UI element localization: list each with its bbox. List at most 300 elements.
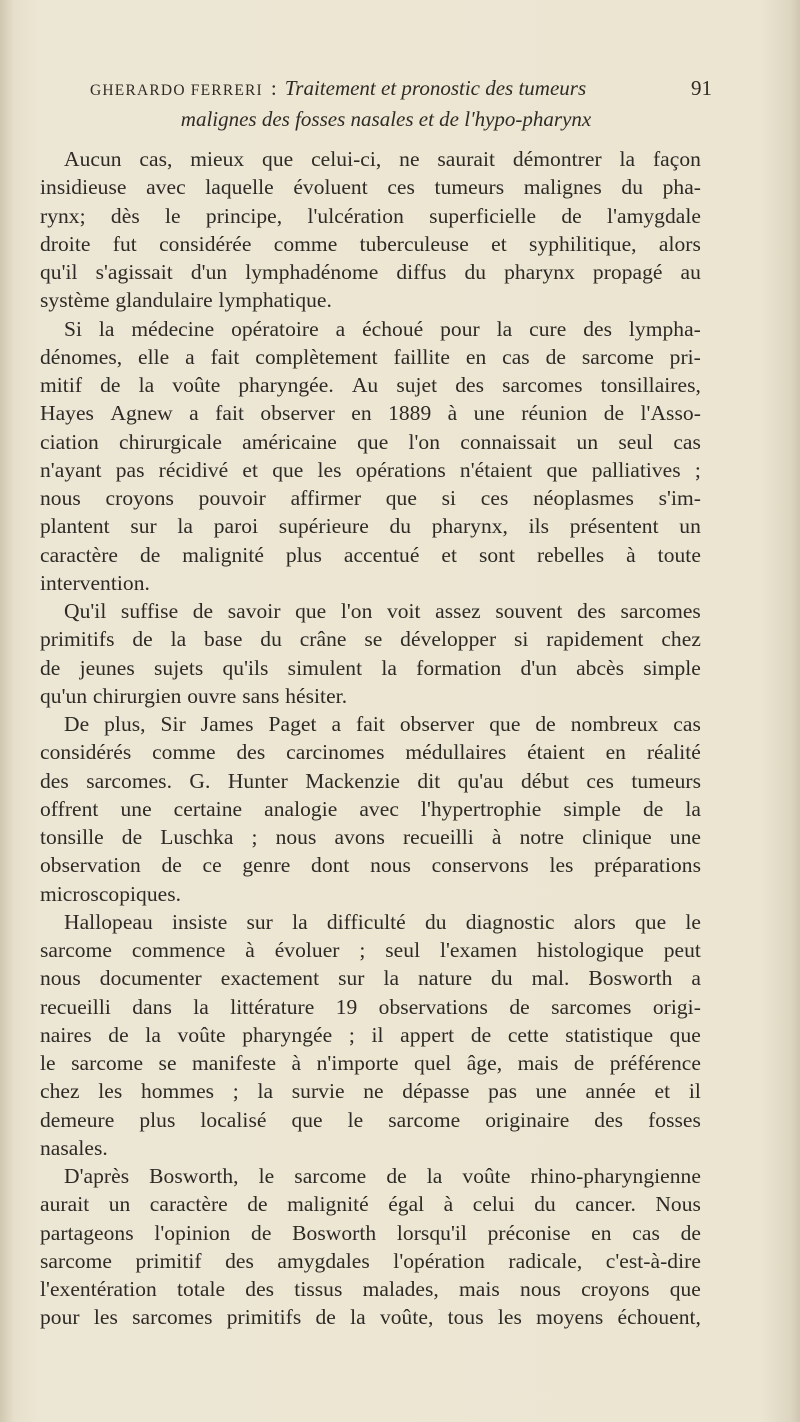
- word: qu'un: [40, 683, 88, 708]
- text-line: [40, 738, 701, 766]
- word: a: [189, 401, 199, 426]
- text-line: [40, 173, 701, 201]
- word: nature: [418, 966, 473, 991]
- word: a: [331, 712, 342, 736]
- word: dont: [311, 853, 350, 878]
- word: cancer.: [575, 1192, 636, 1217]
- word: préconise: [487, 1220, 571, 1245]
- word: nous: [370, 853, 411, 878]
- word: à: [491, 825, 502, 849]
- word: des: [40, 768, 69, 793]
- word: que: [669, 1022, 701, 1047]
- word: Hallopeau: [64, 909, 153, 934]
- word: ces: [387, 175, 415, 200]
- word: de: [161, 853, 182, 878]
- word: chez: [661, 627, 701, 652]
- word: que: [635, 909, 667, 934]
- word: De: [64, 712, 90, 736]
- word: tonsillaires,: [600, 373, 701, 397]
- word: lymphadénome: [245, 260, 379, 284]
- word: voit: [386, 599, 421, 623]
- word: préférence: [609, 1051, 701, 1075]
- word: plus: [285, 542, 322, 567]
- word: pri-: [669, 344, 701, 369]
- word: Hayes: [40, 401, 94, 426]
- word: tumeurs: [631, 768, 701, 793]
- word: sujets: [154, 655, 204, 680]
- word: l'on: [340, 599, 373, 623]
- word: sarcome: [294, 1164, 367, 1188]
- word: début: [520, 768, 569, 793]
- word: dans: [132, 994, 172, 1019]
- word: pharyngée: [242, 1022, 333, 1047]
- word: à: [245, 938, 255, 962]
- word: de: [251, 1220, 272, 1245]
- word: la: [381, 655, 397, 680]
- word: ne: [399, 147, 420, 171]
- word: souvent: [495, 599, 563, 623]
- word: préparations: [594, 853, 701, 878]
- word: cas: [673, 429, 701, 454]
- word: clinique: [582, 825, 652, 849]
- word: voûte,: [379, 1305, 434, 1330]
- word: des: [455, 373, 485, 397]
- word: pour: [440, 316, 480, 341]
- word: médullaires: [405, 740, 507, 765]
- word: que: [357, 429, 389, 454]
- word: de: [573, 1051, 595, 1075]
- word: voûte: [172, 373, 221, 397]
- word: certaine: [173, 796, 243, 821]
- word: lymphatique.: [218, 288, 332, 313]
- word: qu'il: [40, 260, 78, 284]
- title-part-1: Traitement et pronostic des tumeurs: [284, 76, 587, 100]
- word: à: [291, 1051, 302, 1075]
- word: tuberculeuse: [359, 231, 469, 256]
- text-line: [40, 1219, 701, 1247]
- word: savoir: [227, 599, 281, 623]
- word: saurait: [437, 147, 496, 171]
- header-line-1: [90, 74, 712, 105]
- word: statistique: [565, 1022, 654, 1047]
- word: hommes: [140, 1079, 215, 1104]
- word: le: [258, 1164, 275, 1188]
- word: cure: [529, 316, 567, 341]
- word: fait: [215, 401, 245, 426]
- text-line: [40, 625, 701, 653]
- text-line: [40, 343, 701, 371]
- running-header: [90, 74, 712, 133]
- word: voûte: [177, 1022, 226, 1047]
- word: formation: [416, 655, 502, 680]
- word: en: [465, 344, 487, 369]
- word: de: [192, 599, 214, 623]
- word: radicale,: [508, 1248, 583, 1273]
- word: sarcomes: [620, 599, 701, 623]
- word: en: [605, 740, 626, 765]
- word: D'après: [64, 1164, 130, 1188]
- word: observation: [40, 853, 141, 878]
- word: intervention.: [40, 570, 150, 595]
- word: l'ulcération: [307, 203, 404, 228]
- word: d'un: [520, 655, 557, 680]
- word: développer: [400, 627, 497, 652]
- word: de: [545, 344, 566, 369]
- word: sur: [338, 966, 365, 991]
- word: se: [364, 627, 383, 652]
- word: pas: [488, 1079, 517, 1104]
- word: fut: [112, 231, 137, 256]
- text-line: [40, 710, 701, 738]
- word: et: [441, 542, 458, 567]
- word: ils: [528, 514, 550, 539]
- word: 19: [335, 994, 358, 1019]
- word: que: [385, 486, 417, 510]
- word: la: [383, 966, 400, 991]
- word: avons: [334, 825, 385, 849]
- word: l'examen: [439, 938, 518, 962]
- word: évoluer: [274, 938, 340, 962]
- word: origi-: [652, 994, 701, 1019]
- word: dénomes,: [40, 344, 123, 369]
- word: du: [534, 1192, 556, 1217]
- word: Au: [351, 373, 379, 397]
- word: que: [489, 712, 521, 736]
- word: sarcome: [40, 1248, 112, 1273]
- word: la: [619, 147, 636, 171]
- word: observer: [399, 712, 475, 736]
- word: une: [535, 1079, 567, 1104]
- word: de: [132, 627, 153, 652]
- word: nous: [275, 825, 317, 849]
- word: de: [100, 373, 121, 397]
- text-line: [40, 908, 701, 936]
- word: d'un: [190, 260, 228, 284]
- word: chirurgicale: [119, 429, 222, 454]
- word: opérations: [355, 457, 446, 482]
- word: rynx;: [40, 203, 86, 228]
- word: nombreux: [570, 712, 659, 736]
- text-line: [40, 654, 701, 682]
- word: demeure: [40, 1107, 115, 1132]
- word: la: [138, 373, 155, 397]
- word: celui-ci,: [311, 147, 382, 171]
- word: ne: [363, 1079, 384, 1104]
- word: totale: [177, 1277, 226, 1301]
- word: recueilli: [402, 825, 474, 849]
- word: dit: [417, 768, 441, 793]
- word: seul: [385, 938, 421, 962]
- text-line: [40, 1077, 701, 1105]
- word: cas: [673, 712, 701, 736]
- word: âge,: [466, 1051, 503, 1075]
- text-line: [40, 428, 701, 456]
- text-line: [40, 767, 701, 795]
- word: survie: [291, 1079, 345, 1104]
- word: fait: [356, 712, 385, 736]
- word: carcinomes: [286, 740, 385, 765]
- word: chirurgien: [92, 683, 182, 708]
- word: droite: [40, 231, 91, 256]
- word: alors: [573, 909, 616, 934]
- word: cas: [502, 344, 530, 369]
- word: syphilitique,: [529, 231, 637, 256]
- word: Agnew: [110, 401, 173, 426]
- word: difficulté: [326, 909, 406, 934]
- word: le: [40, 1051, 56, 1075]
- word: celui: [472, 1192, 515, 1217]
- text-line: [40, 541, 701, 569]
- text-line: [40, 286, 701, 314]
- word: genre: [242, 853, 291, 878]
- word: opératoire: [231, 316, 319, 341]
- word: rebelles: [536, 542, 605, 567]
- word: sujet: [396, 373, 438, 397]
- word: tonsille: [40, 825, 104, 849]
- word: de: [108, 1022, 129, 1047]
- word: fait: [210, 344, 240, 369]
- word: naires: [40, 1022, 92, 1047]
- word: à: [443, 1192, 454, 1217]
- word: assez: [435, 599, 481, 623]
- word: primitifs: [40, 627, 115, 652]
- word: tous: [447, 1305, 484, 1330]
- word: la: [177, 514, 194, 539]
- word: cas,: [139, 147, 173, 171]
- word: observer: [260, 401, 335, 426]
- word: nous: [40, 966, 81, 991]
- word: ;: [348, 1022, 355, 1047]
- word: présentent: [569, 514, 659, 539]
- word: fosses: [648, 1107, 701, 1132]
- word: ;: [232, 1079, 239, 1104]
- word: de: [315, 1305, 336, 1330]
- word: que: [546, 457, 578, 482]
- word: l'opération: [393, 1248, 485, 1273]
- word: un: [108, 1192, 131, 1217]
- text-line: [40, 823, 701, 851]
- text-line: [40, 597, 701, 625]
- word: qu'ils: [222, 655, 269, 680]
- word: malignes: [523, 175, 602, 200]
- word: une: [473, 401, 505, 426]
- word: croyons: [581, 1277, 650, 1301]
- word: Si: [64, 316, 83, 341]
- word: les: [93, 1305, 118, 1330]
- text-line: [40, 1134, 701, 1162]
- word: Bosworth: [292, 1220, 377, 1245]
- word: de: [561, 203, 582, 228]
- header-separator: :: [270, 76, 277, 100]
- text-line: [40, 484, 701, 512]
- word: sur: [246, 909, 273, 934]
- word: simple: [643, 655, 701, 680]
- word: simple: [563, 796, 621, 821]
- word: ces: [480, 486, 509, 510]
- word: moyens: [536, 1305, 604, 1330]
- word: système: [40, 288, 110, 313]
- word: n'importe: [316, 1051, 399, 1075]
- word: James: [200, 712, 254, 736]
- word: histologique: [536, 938, 644, 962]
- word: voûte: [462, 1164, 511, 1188]
- word: glandulaire: [115, 288, 213, 313]
- word: n'ayant: [40, 457, 102, 482]
- word: supérieure: [278, 514, 369, 539]
- word: lympha-: [628, 316, 701, 341]
- word: l'opinion: [154, 1220, 231, 1245]
- word: ouvre: [187, 683, 237, 708]
- word: Bosworth,: [149, 1164, 239, 1188]
- word: abcès: [576, 655, 625, 680]
- page-number: 91: [691, 76, 712, 100]
- word: la: [170, 627, 187, 652]
- word: mal.: [531, 966, 570, 991]
- word: plus,: [104, 712, 146, 736]
- word: nous: [40, 486, 81, 510]
- word: des: [245, 1277, 275, 1301]
- word: ;: [251, 825, 258, 849]
- word: suffise: [120, 599, 179, 623]
- word: et: [242, 457, 259, 482]
- word: de: [40, 655, 61, 680]
- word: ;: [359, 938, 366, 962]
- word: quel: [414, 1051, 452, 1075]
- word: une: [120, 796, 152, 821]
- word: les: [317, 457, 342, 482]
- word: plus: [139, 1107, 176, 1132]
- word: malignité: [287, 1192, 369, 1217]
- text-line: [40, 993, 701, 1021]
- word: localisé: [200, 1107, 267, 1132]
- word: pharynx: [504, 260, 575, 284]
- word: jeunes: [79, 655, 135, 680]
- word: documenter: [99, 966, 202, 991]
- word: que: [272, 457, 304, 482]
- word: l'Asso-: [640, 401, 701, 426]
- word: notre: [519, 825, 564, 849]
- text-line: [40, 795, 701, 823]
- word: que: [669, 1277, 701, 1301]
- word: mitif: [40, 373, 83, 397]
- word: Sir: [160, 712, 186, 736]
- word: microscopiques.: [40, 881, 182, 906]
- word: paroi: [213, 514, 259, 539]
- text-line: [40, 1247, 701, 1275]
- word: affirmer: [290, 486, 362, 510]
- text-line: [40, 851, 701, 879]
- word: 1889: [388, 401, 432, 426]
- word: elle: [138, 344, 170, 369]
- word: ce: [202, 853, 222, 878]
- word: s'agissait: [95, 260, 173, 284]
- word: l'exentération: [40, 1277, 157, 1301]
- word: sont: [478, 542, 515, 567]
- word: insidieuse: [40, 175, 127, 200]
- word: propagé: [592, 260, 663, 284]
- text-line: [40, 258, 701, 286]
- word: primitifs: [226, 1305, 302, 1330]
- word: caractère: [149, 1192, 228, 1217]
- word: Aucun: [64, 147, 122, 171]
- word: l'hypertrophie: [420, 796, 542, 821]
- word: sarcome: [388, 1107, 461, 1132]
- word: évoluent: [293, 175, 368, 200]
- word: rhino-pharyngienne: [530, 1164, 701, 1188]
- word: de: [139, 542, 161, 567]
- word: mais: [517, 1051, 559, 1075]
- word: Mackenzie: [305, 768, 400, 793]
- word: pharynx,: [431, 514, 508, 539]
- text-line: [40, 1190, 701, 1218]
- word: les: [98, 1079, 123, 1104]
- word: la: [193, 994, 209, 1019]
- word: n'étaient: [459, 457, 533, 482]
- word: considérés: [40, 740, 132, 765]
- word: mieux: [190, 147, 245, 171]
- word: base: [204, 627, 243, 652]
- word: manifeste: [192, 1051, 277, 1075]
- word: chez: [40, 1079, 80, 1104]
- word: médecine: [131, 316, 215, 341]
- word: si: [514, 627, 529, 652]
- word: au: [680, 260, 701, 284]
- word: ces: [586, 768, 614, 793]
- text-line: [40, 371, 701, 399]
- word: diagnostic: [465, 909, 555, 934]
- word: la: [685, 796, 701, 821]
- word: alors: [658, 231, 701, 256]
- word: aurait: [40, 1192, 90, 1217]
- word: toute: [657, 542, 701, 567]
- word: la: [350, 1305, 366, 1330]
- word: seul: [618, 429, 654, 454]
- word: pouvoir: [198, 486, 266, 510]
- word: partageons: [40, 1220, 134, 1245]
- word: façon: [652, 147, 701, 171]
- word: sarcomes: [502, 373, 583, 397]
- word: appert: [400, 1022, 455, 1047]
- word: caractère: [40, 542, 118, 567]
- word: et: [654, 1079, 671, 1104]
- text-line: [40, 145, 701, 173]
- word: comme: [152, 740, 216, 765]
- word: égal: [388, 1192, 425, 1217]
- word: littérature: [230, 994, 315, 1019]
- word: a: [691, 966, 701, 991]
- word: sur: [130, 514, 157, 539]
- word: connaissait: [460, 429, 557, 454]
- word: comme: [273, 231, 338, 256]
- word: Paget: [268, 712, 317, 736]
- word: croyons: [105, 486, 174, 510]
- word: échoué: [362, 316, 424, 341]
- word: du: [621, 175, 643, 200]
- word: commence: [131, 938, 226, 962]
- word: sarcomes.: [86, 768, 173, 793]
- word: étaient: [527, 740, 585, 765]
- text-line: [40, 399, 701, 427]
- word: le: [347, 1107, 364, 1132]
- word: accentué: [343, 542, 420, 567]
- word: à: [626, 542, 636, 567]
- word: mais: [459, 1277, 500, 1301]
- word: le: [685, 909, 701, 934]
- word: du: [389, 514, 412, 539]
- word: de: [642, 796, 664, 821]
- word: Hunter: [227, 768, 288, 793]
- word: des: [225, 1248, 254, 1273]
